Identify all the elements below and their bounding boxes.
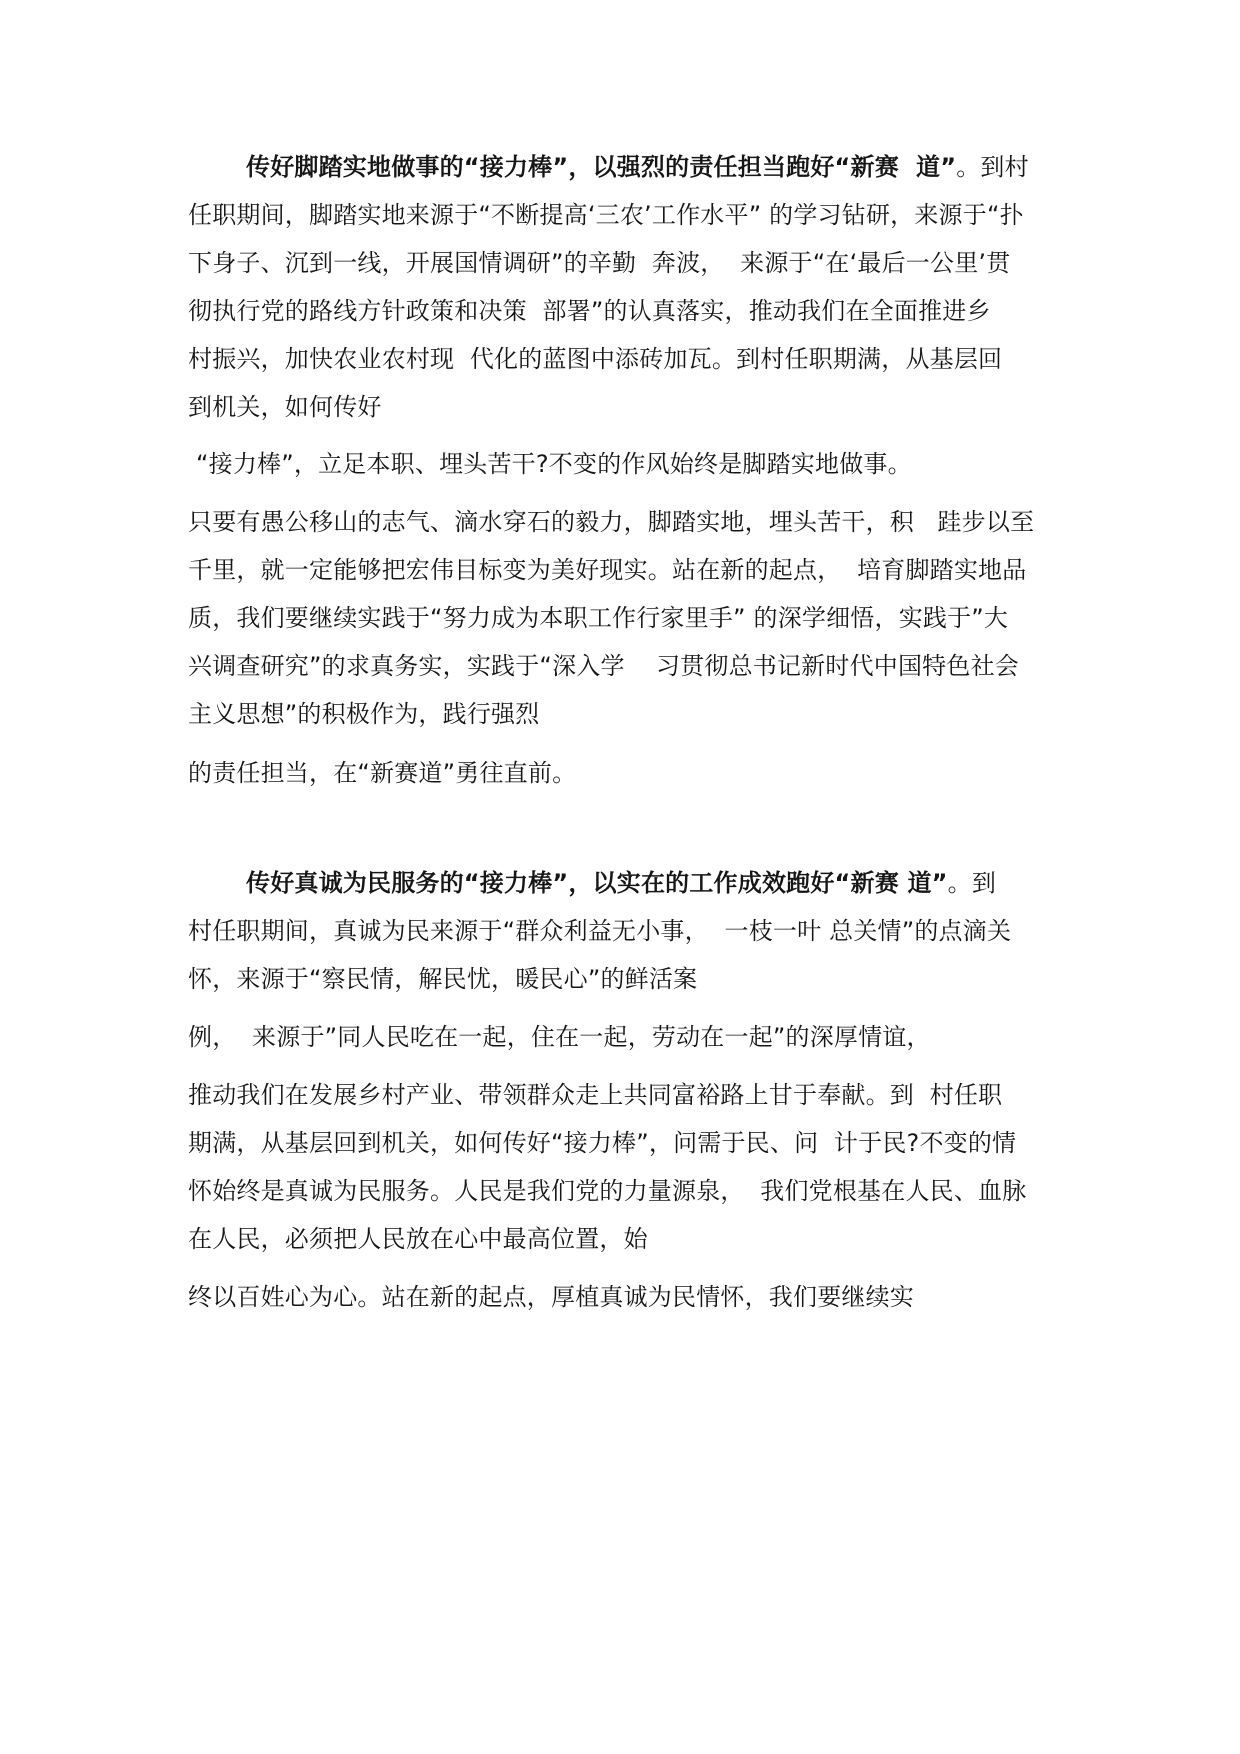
paragraph-3-line-2: 千里，就一定能够把宏伟目标变为美好现实。站在新的起点， 培育脚踏实地品 (188, 556, 1027, 584)
paragraph-1-line-5: 村振兴，加快农业农村现 代化的蓝图中添砖加瓦。到村任职期满，从基层回 (188, 345, 1003, 373)
paragraph-6-line-1: 例， 来源于”同人民吃在一起，住在一起，劳动在一起”的深厚情谊， (188, 1023, 931, 1051)
paragraph-7-line-1: 推动我们在发展乡村产业、带领群众走上共同富裕路上甘于奉献。到 村任职 (188, 1081, 1003, 1109)
paragraph-5-line-1 (246, 868, 996, 898)
paragraph-8-line-1: 终以百姓心为心。站在新的起点，厚植真诚为民情怀，我们要继续实 (188, 1283, 914, 1311)
paragraph-3-line-4: 兴调查研究”的求真务实，实践于“深入学 习贯彻总书记新时代中国特色社会 (188, 652, 1019, 680)
paragraph-5-lead: 传好真诚为民服务的“接力棒”，以实在的工作成效跑好“新赛 道” (246, 869, 948, 897)
paragraph-3-line-3: 质，我们要继续实践于“努力成为本职工作行家里手” 的深学细悟，实践于”大 (188, 604, 1009, 632)
paragraph-1-line-1-tail: 。到村 (956, 153, 1029, 181)
paragraph-5-line-1-tail: 。到 (947, 869, 997, 897)
paragraph-3-line-5: 主义思想”的积极作为，践行强烈 (188, 700, 540, 728)
paragraph-4-line-1: 的责任担当，在“新赛道”勇往直前。 (188, 759, 577, 787)
paragraph-7-line-2: 期满，从基层回到机关，如何传好“接力棒”，问需于民、问 计于民?不变的情 (188, 1129, 1017, 1157)
paragraph-1-line-2: 任职期间，脚踏实地来源于“不断提高‘三农’工作水平” 的学习钻研，来源于“扑 (188, 201, 1024, 229)
paragraph-5-line-3: 怀，来源于“察民情，解民忧，暖民心”的鲜活案 (188, 965, 698, 993)
paragraph-7-line-4: 在人民，必须把人民放在心中最高位置，始 (188, 1225, 648, 1253)
paragraph-1-line-3: 下身子、沉到一线，开展国情调研”的辛勤 奔波， 来源于“在‘最后一公里’贯 (188, 249, 1011, 277)
paragraph-5-line-2: 村任职期间，真诚为民来源于“群众利益无小事， 一枝一叶 总关情”的点滴关 (188, 917, 1012, 945)
paragraph-2-line-1: “接力棒”，立足本职、埋头苦干?不变的作风始终是脚踏实地做事。 (196, 450, 912, 478)
paragraph-3-line-1: 只要有愚公移山的志气、滴水穿石的毅力，脚踏实地，埋头苦干，积 跬步以至 (188, 508, 1035, 536)
paragraph-1-lead: 传好脚踏实地做事的“接力棒”，以强烈的责任担当跑好“新赛 道” (246, 153, 957, 181)
paragraph-1-line-4: 彻执行党的路线方针政策和决策 部署”的认真落实，推动我们在全面推进乡 (188, 297, 991, 325)
paragraph-7-line-3: 怀始终是真诚为民服务。人民是我们党的力量源泉， 我们党根基在人民、血脉 (188, 1177, 1027, 1205)
paragraph-1-line-1 (246, 152, 1029, 182)
paragraph-1-line-6: 到机关，如何传好 (188, 393, 382, 421)
